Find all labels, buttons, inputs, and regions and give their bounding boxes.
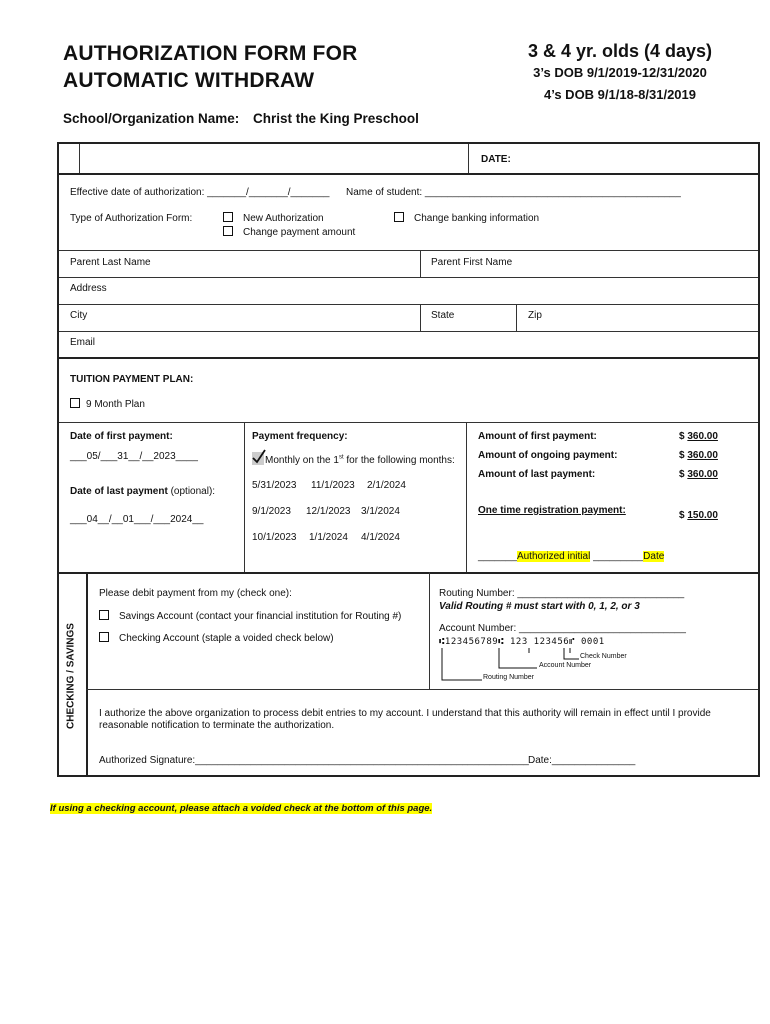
checkmark-glyph <box>251 449 266 465</box>
checking-label: Checking Account (staple a voided check below) <box>119 633 334 644</box>
registration-value: 150.00 <box>687 510 718 521</box>
title-line-2: AUTOMATIC WITHDRAW <box>63 69 315 92</box>
amount-last <box>679 469 718 480</box>
divider <box>59 331 758 332</box>
amount-last-value: 360.00 <box>687 469 718 480</box>
last-payment-label <box>70 486 215 497</box>
option-new-authorization[interactable] <box>223 212 324 224</box>
school-name: Christ the King Preschool <box>253 111 419 126</box>
divider <box>86 572 88 777</box>
divider <box>59 304 758 305</box>
month-10-1-2023: 10/1/2023 <box>252 532 297 543</box>
amount-ongoing-value: 360.00 <box>687 450 718 461</box>
checking-option[interactable] <box>99 632 334 644</box>
authorized-initial-field[interactable] <box>478 551 664 562</box>
frequency-monthly[interactable] <box>252 452 455 466</box>
initial-blank: _______ <box>478 551 517 562</box>
divider <box>86 689 758 690</box>
amount-first-value: 360.00 <box>687 431 718 442</box>
footnote <box>50 803 432 814</box>
school-label: School/Organization Name: <box>63 111 240 126</box>
authorization-text-2: reasonable notification to terminate the authorization. <box>99 720 335 731</box>
parent-first-name-field[interactable]: Parent First Name <box>431 257 513 268</box>
divider <box>466 422 467 572</box>
month-4-1-2024: 4/1/2024 <box>361 532 400 543</box>
month-2-1-2024: 2/1/2024 <box>367 480 406 491</box>
amount-ongoing-label: Amount of ongoing payment: <box>478 450 618 461</box>
divider <box>59 173 758 175</box>
debit-prompt: Please debit payment from my (check one): <box>99 588 292 599</box>
currency-symbol: $ <box>679 510 685 521</box>
option-change-payment-label: Change payment amount <box>243 227 356 238</box>
date-blank: _________ <box>593 551 644 562</box>
signature-field[interactable]: Authorized Signature:____________________________________________________________ <box>99 755 529 766</box>
month-3-1-2024: 3/1/2024 <box>361 506 400 517</box>
check-micr-line: ⑆123456789⑆ 123 123456⑈ 0001 <box>439 637 605 647</box>
option-new-label: New Authorization <box>243 213 324 224</box>
month-1-1-2024: 1/1/2024 <box>309 532 348 543</box>
email-field[interactable]: Email <box>70 337 96 348</box>
state-field[interactable]: State <box>431 310 455 321</box>
frequency-sup: st <box>338 454 344 461</box>
dob-3s: 3’s DOB 9/1/2019-12/31/2020 <box>533 65 707 80</box>
checkbox-icon[interactable] <box>223 226 233 236</box>
month-12-1-2023: 12/1/2023 <box>306 506 351 517</box>
option-change-payment[interactable] <box>223 226 355 238</box>
savings-label: Savings Account (contact your financial institution for Routing #) <box>119 611 402 622</box>
dob-4s: 4’s DOB 9/1/18-8/31/2019 <box>543 87 696 102</box>
last-payment-date[interactable]: ___04__/__01___/___2024__ <box>70 514 204 525</box>
amount-first <box>679 431 718 442</box>
first-payment-date[interactable]: ___05/___31__/__2023____ <box>70 451 198 462</box>
checkbox-icon[interactable] <box>70 398 80 408</box>
amount-last-label: Amount of last payment: <box>478 469 596 480</box>
routing-note: Valid Routing # must start with 0, 1, 2, or 3 <box>439 601 640 612</box>
auth-type-label: Type of Authorization Form: <box>70 213 193 224</box>
divider <box>420 250 421 277</box>
currency-symbol: $ <box>679 431 685 442</box>
routing-number-caption: Routing Number <box>483 674 534 681</box>
divider <box>59 250 758 251</box>
last-payment-optional: (optional): <box>170 486 216 497</box>
frequency-text-b: for the following months: <box>343 455 455 466</box>
top-row-divider <box>79 144 80 174</box>
tuition-plan-heading: TUITION PAYMENT PLAN: <box>70 374 194 385</box>
divider <box>429 572 430 689</box>
divider <box>244 422 245 572</box>
student-name-field[interactable]: Name of student: ______________________________________________ <box>346 187 681 198</box>
routing-number-field[interactable]: Routing Number: ______________________________ <box>439 588 685 599</box>
amount-ongoing <box>679 450 718 461</box>
month-5-31-2023: 5/31/2023 <box>252 480 297 491</box>
nine-month-plan-label: 9 Month Plan <box>86 399 145 410</box>
parent-last-name-field[interactable]: Parent Last Name <box>70 257 151 268</box>
date-label: DATE: <box>481 154 511 165</box>
last-payment-label-text: Date of last payment <box>70 486 168 497</box>
checkbox-icon[interactable] <box>99 632 109 642</box>
month-11-1-2023: 11/1/2023 <box>311 480 355 491</box>
age-group-header <box>520 40 720 106</box>
age-group: 3 & 4 yr. olds (4 days) <box>527 41 713 61</box>
date-divider <box>468 144 469 174</box>
divider <box>59 277 758 278</box>
registration-amount <box>679 510 718 521</box>
checking-savings-text: CHECKING / SAVINGS <box>65 622 77 729</box>
check-number-caption: Check Number <box>580 653 627 660</box>
footnote-text: If using a checking account, please attach a voided check at the bottom of this page. <box>50 803 433 814</box>
divider <box>59 422 758 423</box>
divider <box>59 357 758 359</box>
title-line-1: AUTHORIZATION FORM FOR <box>63 42 358 65</box>
nine-month-plan-option[interactable] <box>70 398 145 410</box>
zip-field[interactable]: Zip <box>528 310 542 321</box>
savings-option[interactable] <box>99 610 401 622</box>
option-change-banking[interactable] <box>394 212 539 224</box>
divider <box>59 572 758 574</box>
checkmark-icon[interactable] <box>252 452 264 465</box>
divider <box>516 304 517 331</box>
option-change-banking-label: Change banking information <box>414 213 540 224</box>
frequency-label: Payment frequency: <box>252 431 348 442</box>
school-line <box>63 111 419 126</box>
currency-symbol: $ <box>679 469 685 480</box>
account-number-field[interactable]: Account Number: ______________________________ <box>439 623 686 634</box>
checking-savings-label <box>61 574 81 777</box>
authorization-text-1: I authorize the above organization to process debit entries to my account. I understand that this authority will remain in effect until I provide <box>99 708 711 719</box>
effective-date-field[interactable]: Effective date of authorization: _______/_______/_______ <box>70 187 330 198</box>
frequency-text: Monthly on the 1 <box>265 455 339 466</box>
account-number-caption: Account Number <box>539 662 592 669</box>
checkbox-icon[interactable] <box>394 212 404 222</box>
checkbox-icon[interactable] <box>223 212 233 222</box>
signature-date-field[interactable]: Date:_______________ <box>528 755 636 766</box>
address-field[interactable]: Address <box>70 283 107 294</box>
authorization-form <box>57 142 760 777</box>
month-9-1-2023: 9/1/2023 <box>252 506 291 517</box>
initial-label: Authorized initial <box>516 551 591 562</box>
currency-symbol: $ <box>679 450 685 461</box>
date-label-highlight: Date <box>643 551 665 562</box>
registration-label: One time registration payment: <box>478 505 626 516</box>
first-payment-label: Date of first payment: <box>70 431 173 442</box>
city-field[interactable]: City <box>70 310 88 321</box>
checkbox-icon[interactable] <box>99 610 109 620</box>
form-title <box>63 40 357 94</box>
amount-first-label: Amount of first payment: <box>478 431 597 442</box>
divider <box>420 304 421 331</box>
